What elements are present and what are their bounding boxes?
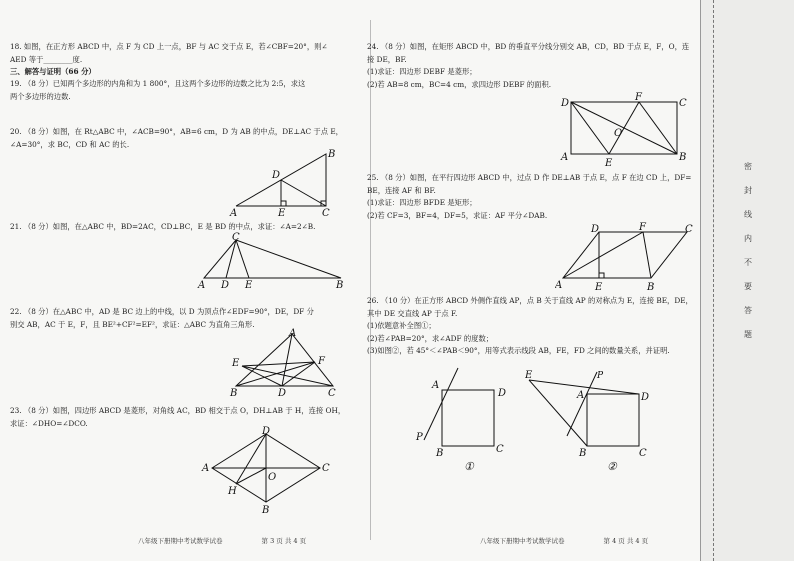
fig-label: A: [198, 280, 206, 290]
figure-q22: [228, 328, 338, 400]
fig-label: C: [232, 232, 240, 243]
q20-line: 20. （8 分）如图，在 Rt△ABC 中，∠ACB=90°，AB=6 cm，D 为 AB 的中点，DE⊥AC 于点 E，: [10, 127, 343, 136]
question-26: [367, 295, 693, 358]
fig-label: B: [579, 448, 587, 459]
fig-label: D: [498, 388, 507, 399]
seal-line: [713, 0, 715, 561]
q24-line: (2)若 AB=8 cm，BC=4 cm，求四边形 DEBF 的面积.: [367, 79, 552, 89]
figure-number: ①: [464, 460, 474, 473]
figure-q21: [196, 232, 346, 290]
q19-line: 两个多边形的边数.: [10, 91, 71, 101]
fig-label: D: [221, 280, 230, 290]
fig-label: D: [278, 388, 287, 399]
seal-char: 线: [744, 210, 752, 219]
fig-label: C: [322, 463, 330, 474]
fig-label: F: [635, 92, 642, 103]
fig-label: D: [561, 98, 570, 109]
q18-line: 18. 如图，在正方形 ABCD 中，点 F 为 CD 上一点，BF 与 AC 交于点 E，若∠CBF=20°，则∠: [10, 42, 328, 51]
right-page-footer: 八年级下册期中考试数学试卷 第 4 页 共 4 页: [480, 537, 649, 545]
figure-q25: [555, 222, 695, 294]
fig-label: C: [322, 208, 330, 218]
left-page-footer: 八年级下册期中考试数学试卷 第 3 页 共 4 页: [138, 537, 307, 545]
question-18: [10, 41, 365, 66]
q26-line: 26. （10 分）在正方形 ABCD 外侧作直线 AP，点 B 关于直线 AP 的对称点为 E，连接 BE，DE，: [367, 296, 693, 305]
fig-label: B: [328, 149, 336, 160]
q25-line: (2)若 CF=3，BF=4，DF=5，求证：AF 平分∠DAB.: [367, 210, 548, 220]
fig-label: C: [328, 388, 336, 399]
question-25: [367, 172, 692, 222]
seal-char: 要: [744, 282, 752, 291]
fig-label: D: [641, 392, 650, 403]
fig-label: H: [228, 486, 237, 497]
fig-label: E: [605, 158, 613, 168]
seal-char: 答: [744, 306, 752, 315]
fig-label: F: [318, 356, 325, 367]
fig-label: B: [647, 282, 655, 293]
seal-char: 密: [744, 162, 752, 171]
q18-line: AED 等于________度.: [10, 54, 83, 64]
binding-margin: [700, 0, 794, 561]
q26-line: (2)若∠PAB=20°，求∠ADF 的度数；: [367, 333, 494, 343]
fig-label: C: [679, 98, 687, 109]
right-column: [367, 0, 700, 561]
fig-label: E: [245, 280, 253, 290]
figure-q24: [559, 92, 689, 168]
figure-q20: [228, 148, 343, 218]
column-divider: [370, 20, 371, 540]
fig-label: E: [278, 208, 286, 218]
fig-label: B: [230, 388, 238, 399]
seal-char: 内: [744, 234, 752, 243]
figure-q26-2: [525, 366, 650, 476]
fig-label: C: [496, 444, 504, 455]
section-3-title: 三、解答与证明（66 分）: [10, 67, 96, 76]
fig-label: B: [679, 152, 687, 163]
q24-line: 24. （8 分）如图，在矩形 ABCD 中，BD 的垂直平分线分别交 AB，CD，BD 于点 E，F，O，连: [367, 42, 690, 51]
figure-number: ②: [607, 460, 617, 473]
q26-line: (1)依题意补全图①；: [367, 321, 436, 330]
seal-char: 题: [744, 330, 752, 339]
q23-line: 23. （8 分）如图，四边形 ABCD 是菱形，对角线 AC，BD 相交于点 O，DH⊥AB 于 H，连接 OH，: [10, 406, 346, 415]
fig-label: A: [577, 390, 585, 401]
fig-label: C: [685, 224, 693, 235]
q26-line: (3)如图②，若 45°＜∠PAB＜90°，用等式表示线段 AB，FE，FD 之间的数量关系，并证明.: [367, 346, 670, 355]
fig-label: B: [262, 505, 270, 516]
q19-line: 19. （8 分）已知两个多边形的内角和为 1 800°，且这两个多边形的边数之比为 2:5，求这: [10, 79, 306, 88]
q21-line: 21. （8 分）如图，在△ABC 中，BD=2AC，CD⊥BC，E 是 BD 的中点，求证：∠A=2∠B.: [10, 222, 316, 231]
fig-label: E: [525, 370, 533, 381]
q26-line: 其中 DE 交直线 AP 于点 F.: [367, 308, 458, 318]
fig-label: A: [289, 328, 297, 339]
seal-char: 封: [744, 186, 752, 195]
q25-line: BE，连接 AF 和 BF.: [367, 185, 436, 195]
q24-line: 接 DE，BF.: [367, 54, 407, 64]
fig-label: O: [268, 472, 277, 483]
figure-q23: [200, 426, 335, 516]
fig-label: A: [555, 280, 563, 291]
seal-char: 不: [744, 258, 752, 267]
fig-label: D: [591, 224, 600, 235]
q24-line: (1)求证：四边形 DEBF 是菱形；: [367, 67, 477, 76]
fig-label: B: [336, 280, 344, 290]
fig-label: F: [639, 222, 646, 233]
fig-label: A: [202, 463, 210, 474]
figure-q26-1: [410, 366, 520, 476]
q23-line: 求证：∠DHO=∠DCO.: [10, 418, 88, 428]
fig-label: B: [436, 448, 444, 459]
q22-line: 别交 AB，AC 于 E，F，且 BE²+CF²=EF²，求证：△ABC 为直角三角形.: [10, 319, 255, 329]
question-24: [367, 41, 690, 91]
left-column: [0, 0, 375, 561]
fig-label: A: [561, 152, 569, 163]
q25-line: (1)求证：四边形 BFDE 是矩形；: [367, 198, 477, 207]
fig-label: D: [262, 426, 271, 437]
question-19: [10, 78, 365, 103]
fig-label: E: [595, 282, 603, 293]
q20-line: ∠A=30°，求 BC，CD 和 AC 的长.: [10, 139, 130, 149]
fig-label: C: [639, 448, 647, 459]
fig-label: A: [432, 380, 440, 391]
q25-line: 25. （8 分）如图，在平行四边形 ABCD 中，过点 D 作 DE⊥AB 于点 E，点 F 在边 CD 上，DF=: [367, 173, 692, 182]
seal-warning: [741, 155, 755, 347]
fig-label: A: [230, 208, 238, 218]
fig-label: P: [597, 371, 604, 381]
q22-line: 22. （8 分）在△ABC 中，AD 是 BC 边上的中线，以 D 为顶点作∠EDF=90°，DE，DF 分: [10, 307, 314, 316]
fig-label: D: [272, 170, 281, 181]
fig-label: P: [416, 432, 423, 443]
fig-label: O: [614, 128, 623, 139]
fig-label: E: [232, 358, 240, 369]
